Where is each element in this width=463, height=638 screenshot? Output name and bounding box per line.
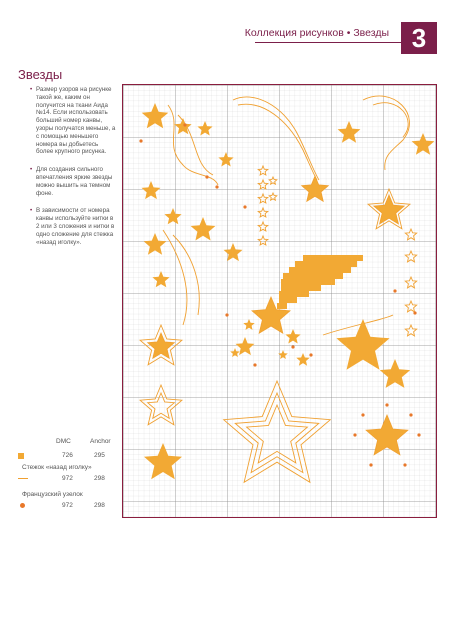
french-knot-dot bbox=[385, 403, 388, 406]
legend-caption: Французский узелок bbox=[22, 491, 83, 498]
french-knot-dot bbox=[361, 413, 364, 416]
tip-item: • Для создания сильного впечатления яркие звезды можно вышить на темном фоне. bbox=[36, 166, 116, 197]
french-knot-dot bbox=[139, 139, 142, 142]
french-knot-dot bbox=[205, 175, 208, 178]
comet-tail-block bbox=[295, 261, 357, 267]
legend-dmc-code: 972 bbox=[62, 475, 73, 482]
comet-tail-block bbox=[303, 255, 363, 261]
legend-row-fill bbox=[18, 452, 122, 462]
french-knot-dot bbox=[253, 363, 256, 366]
french-knot-dot bbox=[309, 353, 312, 356]
backstitch-line-icon bbox=[18, 478, 28, 479]
cross-stitch-chart bbox=[122, 84, 437, 518]
comet-tail-block bbox=[279, 291, 309, 297]
french-knot-dot bbox=[403, 463, 406, 466]
french-knot-dot bbox=[353, 433, 356, 436]
tip-item: • В зависимости от номера канвы используйте нитки в 2 или 3 сложения и нитки в одно сложение для стежка «назад иголку». bbox=[36, 207, 116, 246]
french-knot-dot bbox=[291, 345, 294, 348]
french-knot-dot bbox=[183, 123, 186, 126]
french-knot-dot-icon bbox=[20, 503, 25, 508]
chapter-number-badge: 3 bbox=[401, 22, 437, 54]
page-header bbox=[244, 22, 437, 54]
french-knot-dot bbox=[225, 313, 228, 316]
legend-row-knot-caption bbox=[18, 491, 128, 501]
legend-row-backstitch-caption bbox=[18, 464, 128, 474]
french-knot-dot bbox=[215, 185, 218, 188]
fill-swatch-icon bbox=[18, 453, 24, 459]
legend-dmc-code: 972 bbox=[62, 502, 73, 509]
legend-dmc-code: 726 bbox=[62, 452, 73, 459]
header-title: Коллекция рисунков • Звезды bbox=[244, 27, 389, 39]
legend-header-anchor: Anchor bbox=[90, 438, 111, 445]
tips-list bbox=[36, 86, 116, 256]
chart-canvas bbox=[123, 85, 436, 517]
legend-anchor-code: 295 bbox=[94, 452, 105, 459]
french-knot-dot bbox=[393, 289, 396, 292]
comet-tail-block bbox=[279, 297, 297, 303]
french-knot-dot bbox=[409, 413, 412, 416]
comet-tail-block bbox=[281, 279, 335, 285]
section-title: Звезды bbox=[18, 67, 63, 82]
legend-header-dmc: DMC bbox=[56, 438, 71, 445]
french-knot-dot bbox=[243, 205, 246, 208]
comet-tail-block bbox=[283, 273, 343, 279]
french-knot-dot bbox=[417, 433, 420, 436]
french-knot-dot bbox=[413, 311, 416, 314]
tip-item: • Размер узоров на рисунке такой же, каким он получится на ткани Аида №14. Если использовать больший номер канвы, узоры получатся меньше, а с помощью меньшего номера вы добьетесь более крупного рисунка. bbox=[36, 86, 116, 156]
legend-anchor-code: 298 bbox=[94, 502, 105, 509]
comet-tail-block bbox=[289, 267, 351, 273]
comet-tail-block bbox=[281, 285, 321, 291]
comet-tail-block bbox=[277, 303, 287, 309]
legend-row-knot bbox=[18, 502, 122, 512]
legend-row-backstitch bbox=[18, 475, 122, 485]
legend-anchor-code: 298 bbox=[94, 475, 105, 482]
french-knot-dot bbox=[369, 463, 372, 466]
legend-caption: Стежок «назад иголку» bbox=[22, 464, 92, 471]
